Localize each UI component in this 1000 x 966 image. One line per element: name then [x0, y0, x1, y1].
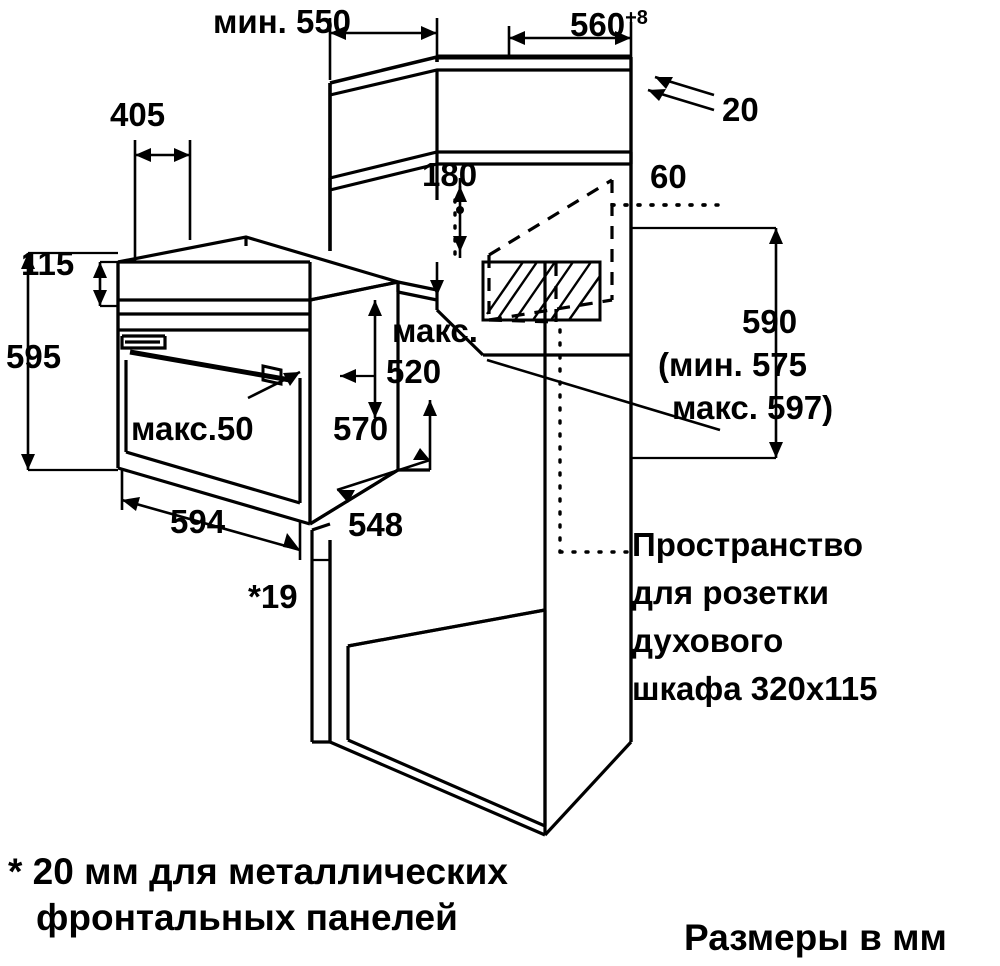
dim-front-width-top: 405	[110, 96, 166, 133]
dim-top-gap: 20	[722, 91, 759, 128]
dim-inner-depth: 570	[333, 410, 389, 447]
footnote-line-1: * 20 мм для металлических	[8, 851, 508, 892]
dim-min-width: мин. 550	[213, 3, 352, 40]
dim-panel-height: 115	[21, 245, 75, 282]
dim-max-depth: 520	[386, 353, 442, 390]
socket-note-line-1: Пространство	[632, 526, 864, 563]
dim-depth-tolerance: +8	[625, 7, 648, 29]
dim-max-50: макс.50	[131, 410, 254, 447]
dim-total-height: 595	[6, 338, 62, 375]
dim-front-width: 594	[170, 503, 226, 540]
socket-note-line-2: для розетки	[632, 574, 830, 611]
dim-niche-min: (мин. 575	[658, 346, 808, 383]
dim-inner-width: 548	[348, 506, 404, 543]
dim-niche-height: 590	[742, 303, 798, 340]
dim-niche-max: макс. 597)	[672, 389, 834, 426]
footnote-line-2: фронтальных панелей	[36, 897, 458, 938]
units-note: Размеры в мм	[684, 917, 947, 958]
dim-max-label: макс.	[392, 312, 478, 349]
socket-note-line-4: шкафа 320х115	[632, 670, 878, 707]
dim-rear-cut: 60	[650, 158, 687, 195]
dim-star-19: *19	[248, 578, 298, 615]
dim-shelf-height: 180	[422, 156, 478, 193]
socket-note-line-3: духового	[632, 622, 784, 659]
dim-depth-plus: $560^{+8}$	[570, 6, 648, 43]
